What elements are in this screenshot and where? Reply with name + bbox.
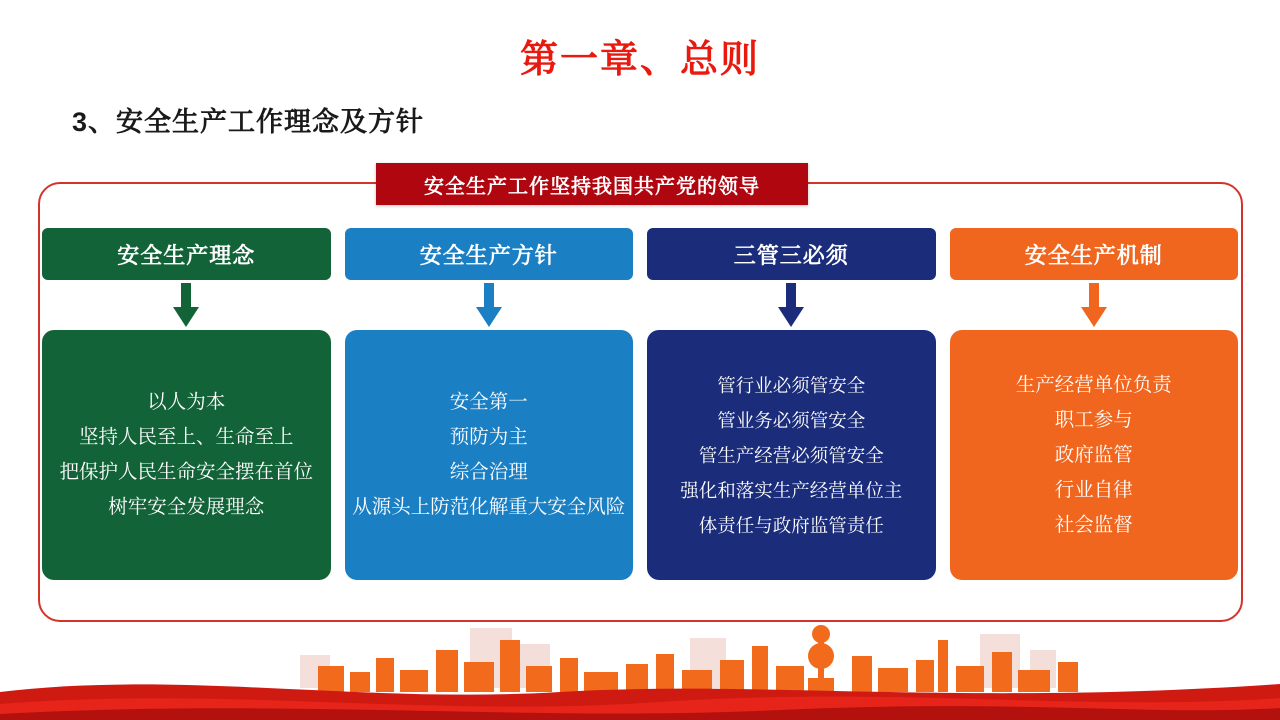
down-arrow-icon bbox=[1081, 283, 1107, 327]
section-title: 3、安全生产工作理念及方针 bbox=[72, 107, 425, 137]
arrow-policy bbox=[345, 280, 634, 330]
down-arrow-icon bbox=[778, 283, 804, 327]
arrow-mechanism bbox=[950, 280, 1239, 330]
body-line: 安全第一 bbox=[449, 391, 528, 413]
body-line: 以人为本 bbox=[147, 391, 226, 413]
column-body-concept bbox=[42, 330, 331, 580]
arrow-three-musts bbox=[647, 280, 936, 330]
body-line: 生产经营单位负责 bbox=[1015, 373, 1172, 396]
arrow-concept bbox=[42, 280, 331, 330]
diagram-columns bbox=[42, 228, 1238, 580]
body-line: 体责任与政府监管责任 bbox=[698, 514, 884, 536]
body-line: 政府监管 bbox=[1054, 443, 1133, 466]
column-header-three-musts: 三管三必须 bbox=[647, 228, 936, 280]
page-title: 第一章、总则 bbox=[519, 39, 760, 81]
column-concept bbox=[42, 228, 331, 580]
column-body-policy bbox=[345, 330, 634, 580]
body-line: 社会监督 bbox=[1054, 513, 1133, 536]
down-arrow-icon bbox=[476, 283, 502, 327]
column-header-concept: 安全生产理念 bbox=[42, 228, 331, 280]
body-line: 从源头上防范化解重大安全风险 bbox=[352, 496, 626, 518]
skyline-decoration-icon bbox=[0, 600, 1280, 720]
down-arrow-icon bbox=[173, 283, 199, 327]
body-line: 管行业必须管安全 bbox=[717, 374, 866, 396]
body-line: 树牢安全发展理念 bbox=[108, 496, 265, 518]
body-line: 职工参与 bbox=[1054, 408, 1133, 431]
column-body-mechanism bbox=[950, 330, 1239, 580]
body-line: 管业务必须管安全 bbox=[717, 409, 866, 431]
column-header-policy: 安全生产方针 bbox=[345, 228, 634, 280]
column-policy bbox=[345, 228, 634, 580]
banner-label: 安全生产工作坚持我国共产党的领导 bbox=[376, 163, 808, 205]
body-line: 行业自律 bbox=[1054, 478, 1133, 501]
body-line: 强化和落实生产经营单位主 bbox=[680, 479, 903, 501]
column-three-musts bbox=[647, 228, 936, 580]
body-line: 坚持人民至上、生命至上 bbox=[78, 426, 294, 448]
column-mechanism bbox=[950, 228, 1239, 580]
body-line: 管生产经营必须管安全 bbox=[698, 444, 884, 466]
column-body-three-musts bbox=[647, 330, 936, 580]
body-line: 预防为主 bbox=[449, 426, 528, 448]
body-line: 把保护人民生命安全摆在首位 bbox=[59, 461, 313, 483]
column-header-mechanism: 安全生产机制 bbox=[950, 228, 1239, 280]
body-line: 综合治理 bbox=[449, 461, 528, 483]
